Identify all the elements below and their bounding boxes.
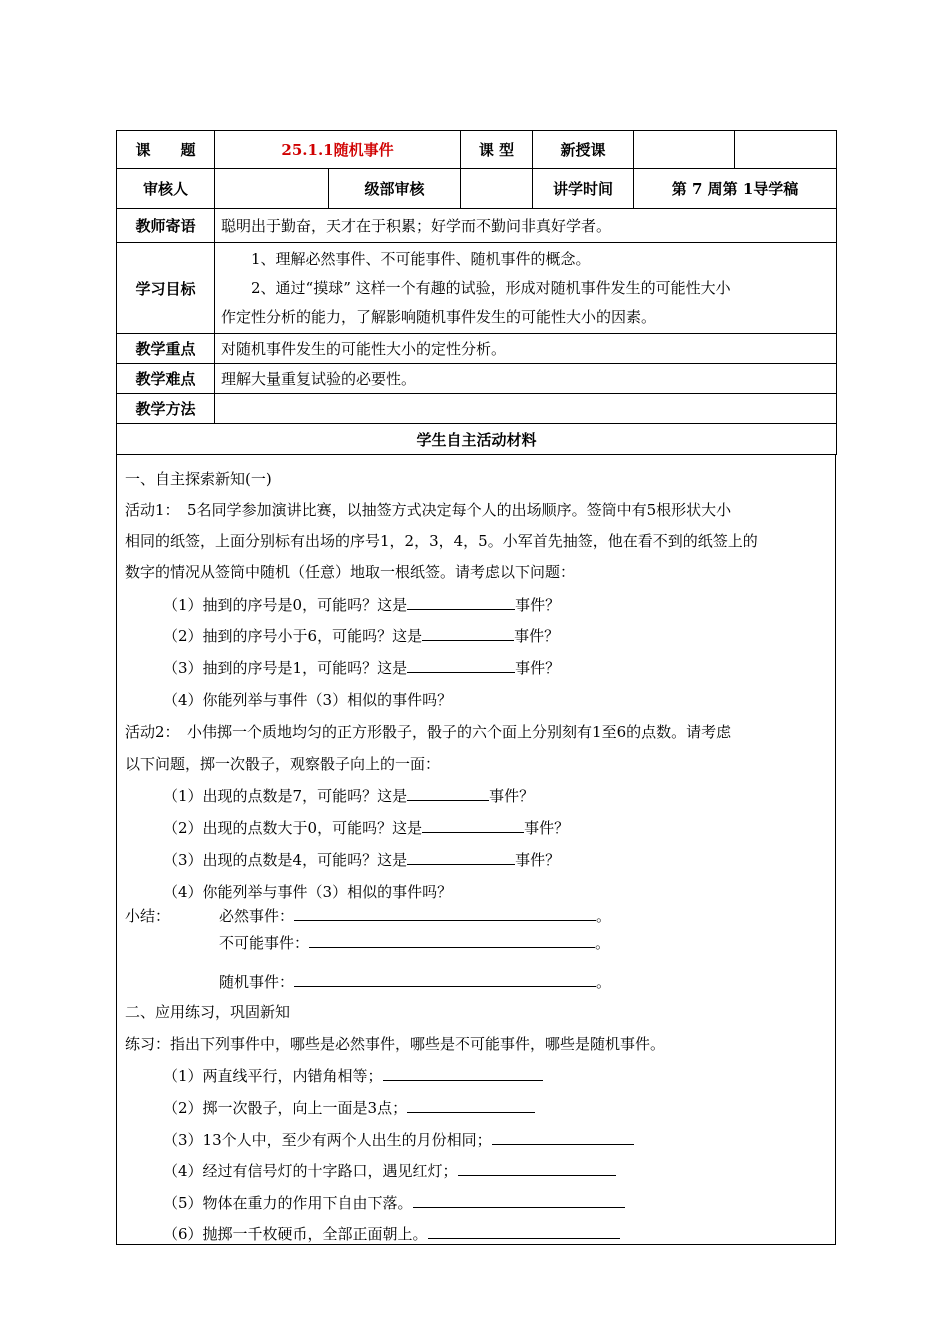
- summary-random: 随机事件： 。: [219, 973, 612, 991]
- activity-materials: [116, 454, 836, 1245]
- a2-question-1: （1）出现的点数是7，可能吗？这是 事件？: [163, 787, 535, 805]
- method-label: 教学方法: [117, 394, 215, 424]
- course-label: 课 题: [117, 131, 215, 169]
- answer-blank[interactable]: [492, 1130, 634, 1145]
- motto-text: 聪明出于勤奋，天才在于积累；好学而不勤问非真好学者。: [215, 209, 837, 243]
- summary-certain: 必然事件： 。: [219, 907, 612, 925]
- answer-blank[interactable]: [407, 786, 489, 801]
- type-label: 课 型: [461, 131, 533, 169]
- key-label: 教学重点: [117, 334, 215, 364]
- dept-review-label: 级部审核: [329, 169, 461, 209]
- a1-question-1: （1）抽到的序号是0，可能吗？这是 事件？: [163, 596, 561, 614]
- answer-blank[interactable]: [294, 906, 596, 921]
- goal-item: 作定性分析的能力，了解影响随机事件发生的可能性大小的因素。: [221, 307, 657, 326]
- exercise-2: （2）掷一次骰子，向上一面是3点；: [163, 1097, 535, 1118]
- a2-question-4: （4）你能列举与事件（3）相似的事件吗？: [163, 883, 453, 901]
- exercise-6: （6）抛掷一千枚硬币，全部正面朝上。: [163, 1223, 620, 1244]
- summary-impossible: 不可能事件： 。: [219, 934, 611, 952]
- section-title: 学生自主活动材料: [117, 424, 837, 455]
- exercise-5: （5）物体在重力的作用下自由下落。: [163, 1192, 625, 1213]
- method-text: [215, 394, 837, 424]
- a1-question-3: （3）抽到的序号是1，可能吗？这是 事件？: [163, 659, 561, 677]
- goal-item: 2、通过“摸球” 这样一个有趣的试验，形成对随机事件发生的可能性大小: [251, 278, 731, 297]
- summary-label: 小结：: [125, 907, 171, 925]
- answer-blank[interactable]: [294, 972, 596, 987]
- answer-blank[interactable]: [422, 818, 524, 833]
- course-title: 25.1.1随机事件: [215, 131, 461, 169]
- dept-review-value: [461, 169, 533, 209]
- exercise-4: （4）经过有信号灯的十字路口，遇见红灯；: [163, 1160, 616, 1181]
- answer-blank[interactable]: [407, 1098, 535, 1113]
- a2-question-2: （2）出现的点数大于0，可能吗？这是 事件？: [163, 819, 570, 837]
- a1-question-2: （2）抽到的序号小于6，可能吗？这是 事件？: [163, 627, 560, 645]
- a1-question-4: （4）你能列举与事件（3）相似的事件吗？: [163, 691, 453, 709]
- empty-cell: [634, 131, 735, 169]
- answer-blank[interactable]: [407, 658, 515, 673]
- answer-blank[interactable]: [309, 933, 595, 948]
- answer-blank[interactable]: [407, 595, 515, 610]
- answer-blank[interactable]: [428, 1224, 620, 1239]
- goals-list: [215, 243, 837, 334]
- exercise-3: （3）13个人中，至少有两个人出生的月份相同；: [163, 1129, 634, 1150]
- key-text: 对随机事件发生的可能性大小的定性分析。: [215, 334, 837, 364]
- difficulty-label: 教学难点: [117, 364, 215, 394]
- a2-question-3: （3）出现的点数是4，可能吗？这是 事件？: [163, 851, 561, 869]
- motto-label: 教师寄语: [117, 209, 215, 243]
- part2-title: 二、应用练习，巩固新知: [125, 1003, 291, 1021]
- goal-item: 1、理解必然事件、不可能事件、随机事件的概念。: [251, 249, 591, 268]
- activity1-line: 数字的情况从签筒中随机（任意）地取一根纸签。请考虑以下问题：: [125, 563, 576, 581]
- difficulty-text: 理解大量重复试验的必要性。: [215, 364, 837, 394]
- answer-blank[interactable]: [422, 626, 514, 641]
- teach-time-label: 讲学时间: [533, 169, 634, 209]
- lesson-header-table: [116, 130, 837, 455]
- answer-blank[interactable]: [383, 1066, 543, 1081]
- week-value: 第 7 周第 1导学稿: [634, 169, 837, 209]
- answer-blank[interactable]: [458, 1161, 616, 1176]
- empty-cell: [735, 131, 837, 169]
- answer-blank[interactable]: [407, 850, 515, 865]
- type-value: 新授课: [533, 131, 634, 169]
- part1-title: 一、自主探索新知(一): [125, 470, 272, 488]
- exercise-intro: 练习：指出下列事件中，哪些是必然事件，哪些是不可能事件，哪些是随机事件。: [125, 1035, 666, 1053]
- reviewer-value: [215, 169, 329, 209]
- answer-blank[interactable]: [413, 1193, 625, 1208]
- exercise-1: （1）两直线平行，内错角相等；: [163, 1065, 543, 1086]
- activity1-line: 活动1： 5名同学参加演讲比赛，以抽签方式决定每个人的出场顺序。签筒中有5根形状大小: [125, 501, 732, 519]
- activity2-line: 以下问题，掷一次骰子，观察骰子向上的一面：: [125, 755, 441, 773]
- goals-label: 学习目标: [117, 243, 215, 334]
- activity2-line: 活动2： 小伟掷一个质地均匀的正方形骰子，骰子的六个面上分别刻有1至6的点数。请考虑: [125, 723, 732, 741]
- activity1-line: 相同的纸签，上面分别标有出场的序号1，2，3，4，5。小军首先抽签，他在看不到的纸签上的: [125, 532, 758, 550]
- reviewer-label: 审核人: [117, 169, 215, 209]
